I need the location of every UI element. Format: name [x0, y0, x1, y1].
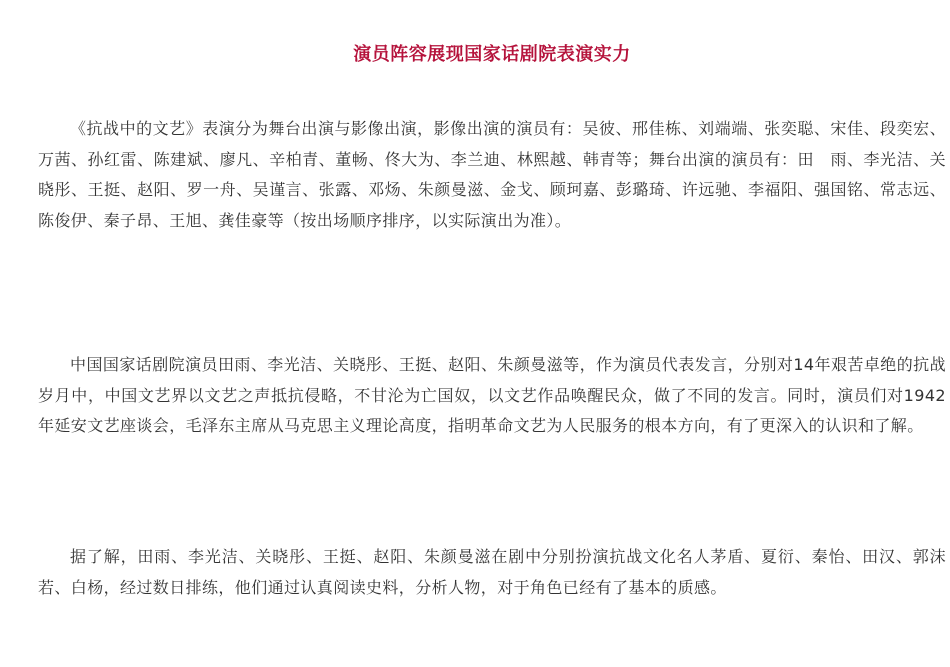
- article-title: 演员阵容展现国家话剧院表演实力: [353, 44, 631, 65]
- article: [38, 0, 946, 597]
- article-paragraph-roles: 据了解，田雨、李光洁、关晓彤、王挺、赵阳、朱颜曼滋在剧中分别扮演抗战文化名人茅盾、夏衍、秦怡、田汉、郭沫若、白杨，经过数日排练，他们通过认真阅读史料，分析人物，对于角色已经有了基本的质感。: [38, 547, 946, 597]
- article-paragraph-cast: 《抗战中的文艺》表演分为舞台出演与影像出演，影像出演的演员有：吴彼、邢佳栋、刘端端、张奕聪、宋佳、段奕宏、万茜、孙红雷、陈建斌、廖凡、辛柏青、董畅、佟大为、李兰迪、林熙越、韩青等；舞台出演的演员有：田 雨、李光洁、关晓彤、王挺、赵阳、罗一舟、吴谨言、张露、邓炀、朱颜曼滋、金戈、顾珂嘉、彭璐琦、许远驰、李福阳、强国铭、常志远、陈俊伊、秦子昂、王旭、龚佳豪等（按出场顺序排序，以实际演出为准）。: [38, 119, 946, 230]
- article-paragraph-speeches: 中国国家话剧院演员田雨、李光洁、关晓彤、王挺、赵阳、朱颜曼滋等，作为演员代表发言，分别对14年艰苦卓绝的抗战岁月中，中国文艺界以文艺之声抵抗侵略，不甘沦为亡国奴，以文艺作品唤醒民众，做了不同的发言。同时，演员们对1942年延安文艺座谈会，毛泽东主席从马克思主义理论高度，指明革命文艺为人民服务的根本方向，有了更深入的认识和了解。: [38, 355, 946, 435]
